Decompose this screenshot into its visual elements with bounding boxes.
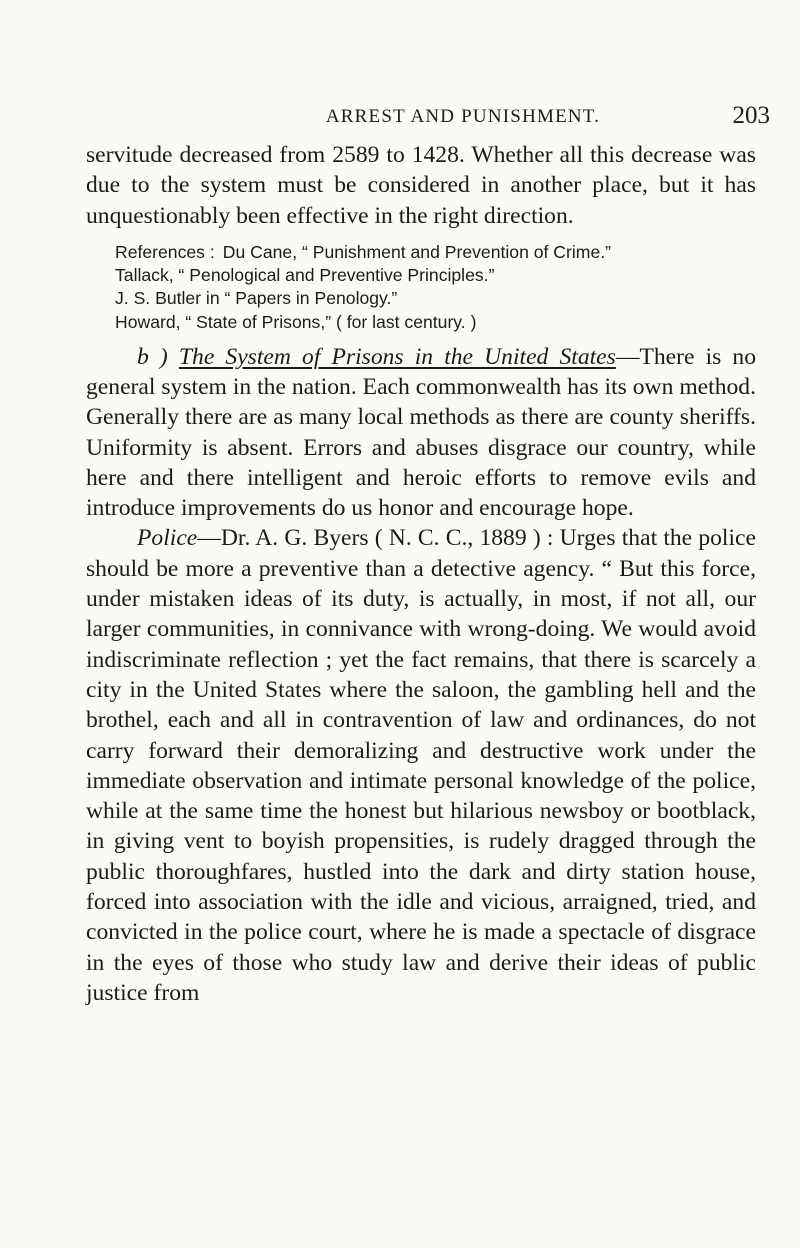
running-title: ARREST AND PUNISHMENT. [325, 106, 601, 127]
page-number: 203 [732, 102, 770, 129]
references-label: References : [115, 241, 215, 262]
reference-entry: J. S. Butler in “ Papers in Penology.” [115, 288, 398, 309]
section-b-paragraph [86, 342, 756, 524]
reference-text: Du Cane, “ Punishment and Prevention of Crime.” [222, 241, 611, 262]
reference-entry [115, 241, 756, 264]
section-heading: The System of Prisons in the United States [178, 343, 616, 370]
police-heading: Police [137, 525, 198, 552]
section-b-text: —There is no general system in the nation. Each commonwealth has its own method. Generally there are as many local methods as there are county sheriffs. Uniformity is absent. Errors and abuses disgrace our country, while here and there intelligent and heroic efforts to remove evils and introduce improvements do us honor and encourage hope. [86, 343, 757, 522]
reference-entry: Tallack, “ Penological and Preventive Principles.” [115, 265, 495, 286]
reference-entry: Howard, “ State of Prisons,” ( for last century. ) [115, 311, 477, 332]
continuation-paragraph: servitude decreased from 2589 to 1428. Whether all this decrease was due to the system must be considered in another place, but it has unquestionably been effective in the right direction. [86, 142, 756, 229]
police-text: —Dr. A. G. Byers ( N. C. C., 1889 ) : Urges that the police should be more a preventive than a detective agency. “ But this force, under mistaken ideas of its duty, is actually, in most, if not all, our larger communities, in connivance with wrong-doing. We would avoid indiscriminate reflection ; yet the fact remains, that there is scarcely a city in the United States where the saloon, the gambling hell and the brothel, each and all in contravention of law and ordinances, do not carry forward their demoralizing and destructive work under the immediate observation and intimate personal knowledge of the police, while at the same time the honest but hilarious newsboy or bootblack, in giving vent to boyish propensities, is rudely dragged through the public thoroughfares, hustled into the dark and dirty station house, forced into association with the idle and vicious, arraigned, tried, and convicted in the police court, where he is made a spectacle of disgrace in the eyes of those who study law and derive their ideas of public justice from [86, 525, 756, 1006]
police-paragraph [86, 523, 756, 1008]
references-list [115, 241, 756, 334]
running-header [86, 100, 770, 140]
book-page [86, 100, 770, 1008]
section-marker: b ) [137, 343, 168, 370]
